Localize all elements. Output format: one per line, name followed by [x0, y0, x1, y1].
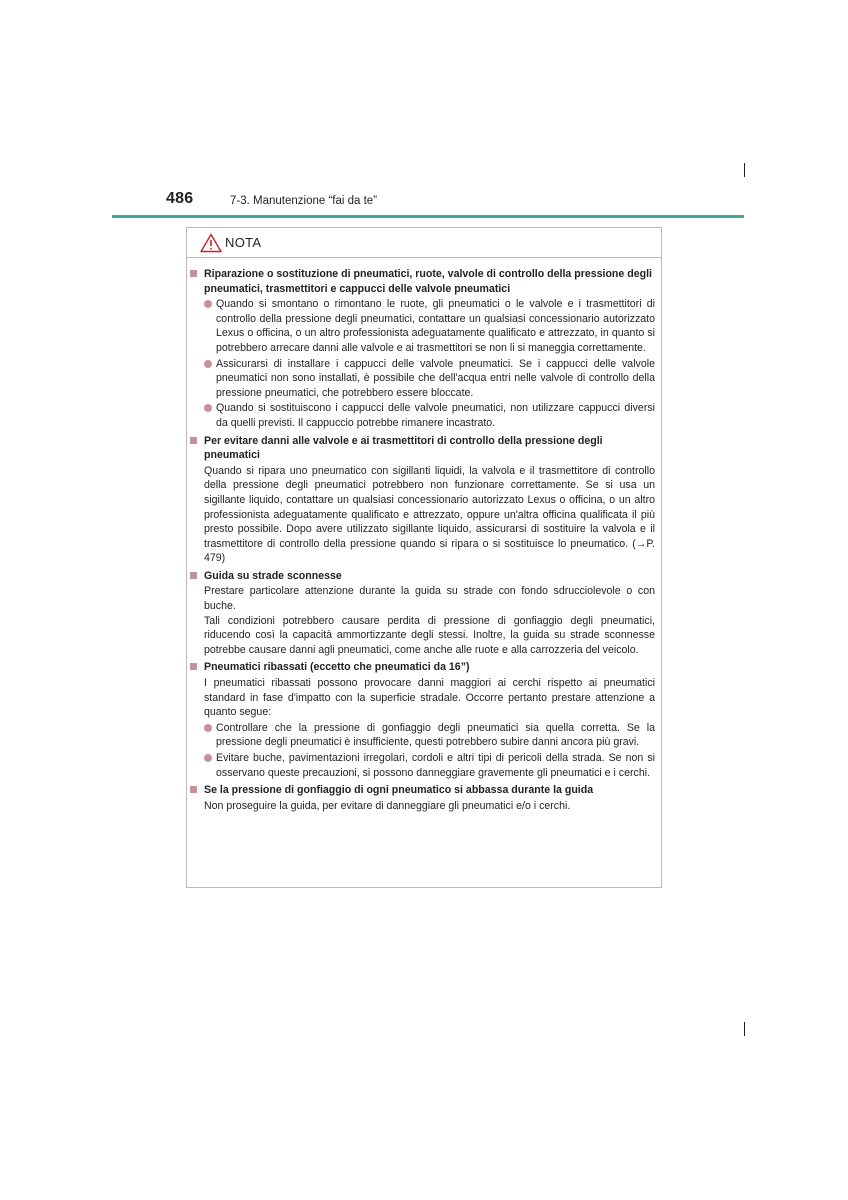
bullet-text: Controllare che la pressione di gonfiaggio degli pneumatici sia quella corretta. Se la pressione degli pneumatici è insufficiente, questi potrebbero subire danni ancora più gravi.: [216, 721, 655, 749]
bullet-item: [190, 751, 655, 780]
bullet-item: [190, 401, 655, 430]
notice-topic: [190, 783, 655, 798]
topic-paragraph: I pneumatici ribassati possono provocare danni maggiori ai cerchi rispetto ai pneumatici standard in fase d'impatto con la superficie stradale. Occorre pertanto prestare attenzione a quanto segue:: [204, 677, 655, 719]
square-bullet-icon: [190, 437, 197, 444]
topic-heading: Per evitare danni alle valvole e ai trasmettitori di controllo della pressione degli pneumatici: [204, 434, 603, 462]
notice-box: [186, 227, 662, 888]
warning-triangle-icon: [200, 233, 222, 253]
topic-paragraph: Tali condizioni potrebbero causare perdita di pressione di gonfiaggio degli pneumatici, riducendo così la capacità ammortizzante degli stessi. Inoltre, la guida su strade sconnesse potrebbe causare danni agli pneumatici, come anche alle ruote e alla carrozzeria del veicolo.: [204, 614, 655, 656]
notice-topic: [190, 267, 655, 296]
topic-paragraph: Prestare particolare attenzione durante la guida su strade con fondo sdrucciolevole o con buche.: [204, 585, 655, 613]
notice-topic: [190, 434, 655, 463]
round-bullet-icon: [204, 404, 212, 412]
bullet-item: [190, 357, 655, 401]
section-title: 7-3. Manutenzione “fai da te”: [230, 195, 378, 207]
notice-title: NOTA: [225, 235, 262, 250]
bullet-item: [190, 721, 655, 750]
bullet-text: Quando si sostituiscono i cappucci delle valvole pneumatici, non utilizzare cappucci diversi da quelli previsti. Il cappuccio potrebbe rimanere incastrato.: [216, 402, 655, 429]
header-rule: [112, 215, 744, 218]
round-bullet-icon: [204, 754, 212, 762]
topic-heading: Riparazione o sostituzione di pneumatici, ruote, valvole di controllo della pressione degli pneumatici, trasmettitori e cappucci delle valvole pneumatici: [204, 268, 652, 295]
crop-mark-bottom: [744, 1022, 745, 1036]
notice-topic: [190, 569, 655, 584]
round-bullet-icon: [204, 300, 212, 308]
notice-body: [187, 258, 661, 813]
topic-paragraph: Non proseguire la guida, per evitare di danneggiare gli pneumatici e/o i cerchi.: [204, 799, 571, 812]
crop-mark-top: [744, 163, 745, 177]
topic-heading: Se la pressione di gonfiaggio di ogni pneumatico si abbassa durante la guida: [204, 784, 594, 797]
topic-heading: Pneumatici ribassati (eccetto che pneumatici da 16”): [204, 661, 470, 674]
round-bullet-icon: [204, 360, 212, 368]
bullet-text: Evitare buche, pavimentazioni irregolari, cordoli e altri tipi di pericoli della strada. Se non si osservano queste precauzioni, si possono danneggiare gravemente gli pneumatici e i cerchi.: [216, 752, 655, 779]
round-bullet-icon: [204, 724, 212, 732]
square-bullet-icon: [190, 572, 197, 579]
square-bullet-icon: [190, 663, 197, 670]
bullet-text: Assicurarsi di installare i cappucci delle valvole pneumatici. Se i cappucci delle valvole pneumatici non sono installati, è possibile che dell'acqua entri nelle valvole di controllo della pressione pneumatici, che potrebbero essere bloccate.: [216, 357, 655, 399]
bullet-text: Quando si smontano o rimontano le ruote, gli pneumatici o le valvole e i trasmettitori di controllo della pressione degli pneumatici, contattare un qualsiasi concessionario autorizzato Lexus o officina, o un altro professionista adeguatamente qualificato e attrezzato, in quanto si potrebbero arrecare danni alle valvole e ai trasmettitori se non li si maneggia correttamente.: [216, 298, 655, 354]
topic-paragraph: Quando si ripara uno pneumatico con sigillanti liquidi, la valvola e il trasmettitore di controllo della pressione degli pneumatici potrebbero non funzionare correttamente. Se si usa un sigillante liquido, contattare un qualsiasi concessionario autorizzato Lexus o officina, o un altro professionista adeguatamente qualificato e attrezzato, oppure un'altra officina qualificata il più presto possibile. Dopo avere utilizzato sigillante liquido, assicurarsi di sostituire la valvola e il trasmettitore di controllo della pressione quando si ripara o si sostituisce lo pneumatico. (→P. 479): [204, 464, 655, 565]
square-bullet-icon: [190, 786, 197, 793]
square-bullet-icon: [190, 270, 197, 277]
topic-heading: Guida su strade sconnesse: [204, 569, 342, 582]
notice-header: [187, 228, 661, 258]
bullet-item: [190, 297, 655, 355]
page-number: 486: [166, 190, 194, 207]
notice-topic: [190, 660, 655, 675]
